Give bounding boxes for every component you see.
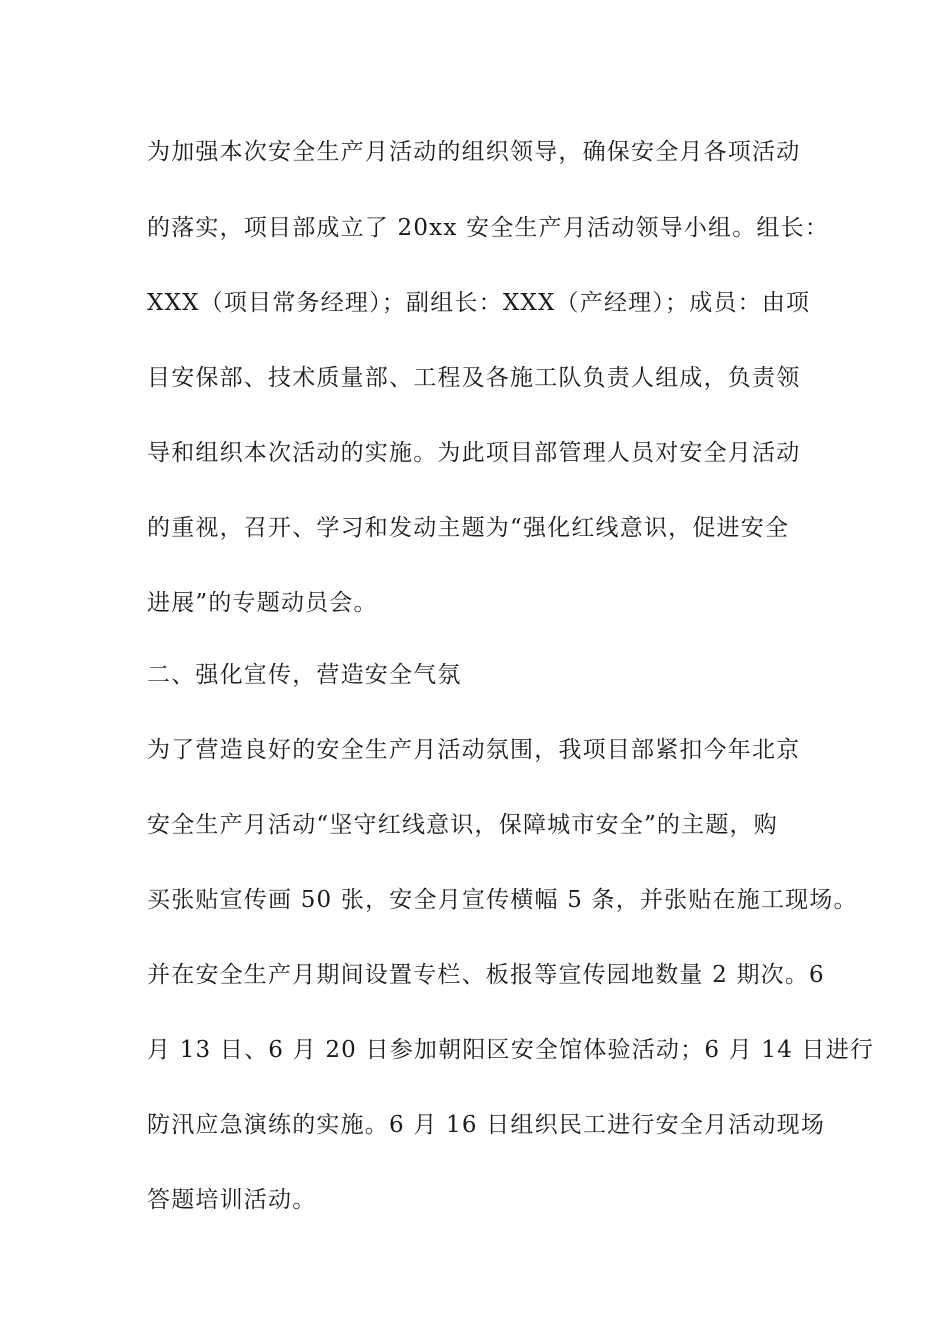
paragraph-line: 的落实，项目部成立了 20xx 安全生产月活动领导小组。组长： [147, 215, 830, 241]
paragraph-line: 月 13 日、6 月 20 日参加朝阳区安全馆体验活动；6 月 14 日进行 [147, 1037, 875, 1063]
paragraph-line: 安全生产月活动“坚守红线意识，保障城市安全”的主题，购 [147, 812, 778, 838]
paragraph-line: 的重视，召开、学习和发动主题为“强化红线意识，促进安全 [147, 515, 790, 541]
paragraph-line: 目安保部、技术质量部、工程及各施工队负责人组成，负责领 [147, 365, 801, 391]
section-heading: 二、强化宣传，营造安全气氛 [147, 662, 462, 688]
paragraph-line: 防汛应急演练的实施。6 月 16 日组织民工进行安全月活动现场 [147, 1112, 826, 1138]
paragraph-line: 答题培训活动。 [147, 1187, 317, 1213]
paragraph-line: 并在安全生产月期间设置专栏、板报等宣传园地数量 2 期次。6 [147, 962, 825, 988]
paragraph-line: 为加强本次安全生产月活动的组织领导，确保安全月各项活动 [147, 139, 801, 165]
paragraph-line: 导和组织本次活动的实施。为此项目部管理人员对安全月活动 [147, 440, 801, 466]
paragraph-line: 为了营造良好的安全生产月活动氛围，我项目部紧扣今年北京 [147, 737, 801, 763]
paragraph-line: XXX（项目常务经理）；副组长：XXX（产经理）；成员：由项 [147, 290, 811, 316]
paragraph-line: 进展”的专题动员会。 [147, 590, 378, 616]
paragraph-line: 买张贴宣传画 50 张，安全月宣传横幅 5 条，并张贴在施工现场。 [147, 887, 858, 913]
